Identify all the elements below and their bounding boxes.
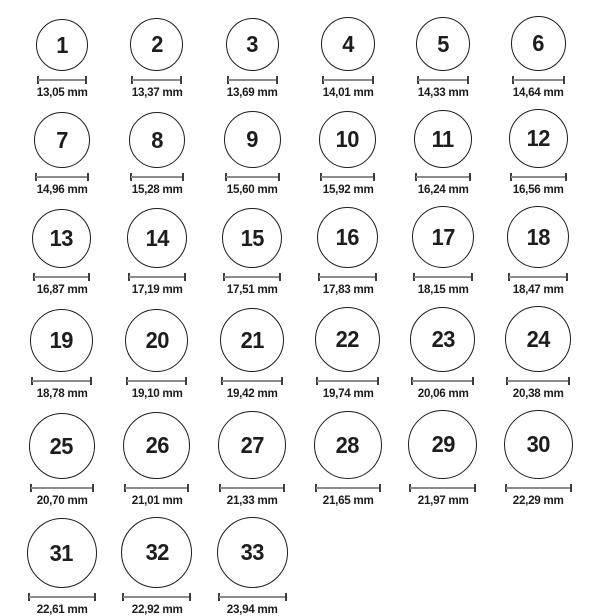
measure-bar (132, 79, 181, 81)
ring-size-number: 19 (49, 327, 74, 353)
measure-bar (319, 276, 376, 278)
measure-bar (38, 79, 86, 81)
size-row (14, 206, 586, 296)
ring-size-cell (109, 309, 204, 400)
measure-bar (321, 176, 374, 178)
measure-bar (506, 487, 571, 489)
ring-size-cell (491, 109, 586, 196)
ring-size-number: 7 (55, 126, 68, 153)
ring-size-number: 14 (145, 224, 169, 251)
ring-size-number: 6 (532, 30, 545, 56)
ring-size-number: 3 (246, 31, 259, 57)
measure-bar (31, 487, 93, 489)
ring-circle (319, 111, 376, 168)
measure-bar (511, 176, 566, 178)
ring-size-cell (491, 410, 586, 507)
ring-circle (416, 17, 470, 71)
ring-size-cell (14, 518, 109, 616)
ring-size-number: 24 (526, 325, 551, 352)
diameter-measure-line (124, 484, 189, 492)
measure-bar (29, 596, 95, 598)
ring-size-number: 21 (240, 326, 265, 353)
ring-circle (32, 209, 91, 268)
ring-size-cell (300, 307, 395, 400)
diameter-measure-line (409, 484, 476, 492)
size-row (14, 517, 586, 616)
diameter-label: 17,51 mm (226, 282, 278, 296)
diameter-measure-line (33, 273, 90, 281)
diameter-measure-line (315, 484, 381, 492)
ring-circle (29, 413, 95, 479)
diameter-measure-line (126, 377, 187, 385)
ring-circle (414, 110, 472, 168)
diameter-label: 17,19 mm (131, 282, 183, 296)
ring-size-cell (395, 110, 490, 196)
ring-size-cell (395, 206, 490, 296)
measure-bar (34, 276, 89, 278)
ring-size-number: 27 (240, 431, 265, 458)
ring-size-cell (14, 413, 109, 507)
diameter-measure-line (316, 377, 379, 385)
ring-size-cell (491, 16, 586, 99)
measure-bar (129, 276, 185, 278)
ring-size-number: 26 (145, 432, 169, 458)
measure-bar (32, 380, 91, 382)
ring-size-number: 16 (335, 224, 360, 250)
diameter-measure-line (510, 173, 567, 181)
ring-circle (123, 412, 190, 479)
ring-size-number: 30 (526, 431, 551, 457)
ring-circle (505, 306, 571, 372)
diameter-measure-line (413, 273, 473, 281)
diameter-measure-line (31, 377, 92, 385)
ring-size-number: 25 (49, 432, 74, 459)
ring-size-number: 29 (431, 431, 455, 457)
ring-circle (129, 112, 185, 168)
ring-size-number: 11 (431, 125, 455, 152)
diameter-measure-line (223, 273, 281, 281)
ring-size-cell (205, 208, 300, 296)
ring-circle (222, 208, 282, 268)
ring-size-cell (395, 410, 490, 507)
diameter-measure-line (122, 593, 191, 601)
diameter-label: 20,38 mm (512, 386, 564, 400)
diameter-label: 19,42 mm (226, 386, 278, 400)
diameter-measure-line (218, 593, 287, 601)
ring-size-cell (109, 412, 204, 507)
ring-size-number: 2 (151, 31, 163, 57)
ring-size-number: 8 (151, 126, 163, 153)
measure-bar (507, 380, 569, 382)
ring-circle (27, 518, 97, 588)
diameter-label: 22,29 mm (512, 493, 564, 507)
ring-size-number: 32 (145, 539, 169, 565)
diameter-measure-line (506, 377, 570, 385)
ring-circle (218, 411, 286, 479)
ring-size-cell (14, 309, 109, 400)
ring-size-number: 18 (526, 223, 551, 250)
ring-size-cell (109, 517, 204, 616)
diameter-label: 20,06 mm (417, 386, 469, 400)
measure-bar (412, 380, 473, 382)
diameter-label: 22,61 mm (36, 602, 88, 616)
ring-circle (314, 411, 382, 479)
ring-circle (226, 18, 279, 71)
measure-bar (410, 487, 475, 489)
ring-circle (121, 517, 192, 588)
measure-bar (323, 79, 373, 81)
diameter-label: 13,37 mm (131, 85, 183, 99)
ring-size-cell (205, 111, 300, 196)
diameter-measure-line (225, 173, 280, 181)
diameter-measure-line (322, 76, 374, 84)
measure-bar (224, 276, 280, 278)
diameter-measure-line (37, 76, 87, 84)
diameter-measure-line (131, 76, 182, 84)
diameter-measure-line (417, 76, 469, 84)
diameter-label: 16,56 mm (512, 182, 564, 196)
ring-size-number: 1 (55, 31, 68, 58)
ring-circle (125, 309, 188, 372)
ring-circle (127, 208, 187, 268)
measure-bar (131, 176, 183, 178)
diameter-measure-line (508, 273, 568, 281)
ring-size-number: 17 (431, 223, 455, 250)
measure-bar (226, 176, 279, 178)
diameter-label: 17,83 mm (322, 282, 374, 296)
ring-circle (315, 307, 380, 372)
diameter-measure-line (128, 273, 186, 281)
diameter-measure-line (221, 377, 283, 385)
ring-size-number: 33 (240, 539, 265, 565)
ring-size-cell (300, 111, 395, 196)
measure-bar (414, 276, 472, 278)
diameter-label: 14,01 mm (322, 85, 374, 99)
diameter-measure-line (130, 173, 184, 181)
ring-circle (36, 19, 88, 71)
ring-circle (130, 18, 183, 71)
ring-circle (410, 307, 475, 372)
measure-bar (509, 276, 567, 278)
measure-bar (316, 487, 380, 489)
ring-circle (317, 207, 378, 268)
ring-size-number: 5 (437, 30, 449, 57)
measure-bar (125, 487, 188, 489)
diameter-measure-line (28, 593, 96, 601)
diameter-measure-line (219, 484, 285, 492)
measure-bar (123, 596, 190, 598)
measure-bar (127, 380, 186, 382)
ring-circle (509, 109, 568, 168)
ring-size-number: 23 (431, 326, 455, 352)
diameter-label: 13,69 mm (226, 85, 278, 99)
diameter-label: 18,47 mm (512, 282, 564, 296)
ring-size-cell (14, 19, 109, 99)
diameter-label: 15,60 mm (226, 182, 278, 196)
measure-bar (219, 596, 286, 598)
ring-size-cell (491, 206, 586, 296)
diameter-label: 21,33 mm (226, 493, 278, 507)
ring-size-number: 4 (341, 30, 354, 57)
ring-circle (408, 410, 477, 479)
ring-size-cell (491, 306, 586, 400)
diameter-label: 22,92 mm (131, 602, 183, 616)
ring-size-number: 10 (335, 126, 360, 152)
ring-circle (321, 17, 375, 71)
ring-size-number: 22 (335, 326, 360, 352)
diameter-label: 21,01 mm (131, 493, 183, 507)
size-row (14, 109, 586, 196)
diameter-measure-line (411, 377, 474, 385)
ring-size-number: 28 (335, 431, 360, 458)
diameter-measure-line (30, 484, 94, 492)
diameter-label: 18,15 mm (417, 282, 469, 296)
diameter-label: 21,65 mm (322, 493, 374, 507)
ring-circle (507, 206, 569, 268)
ring-circle (511, 16, 566, 71)
ring-size-cell (395, 307, 490, 400)
ring-size-number: 31 (49, 539, 74, 566)
diameter-label: 19,74 mm (322, 386, 374, 400)
ring-size-cell (205, 517, 300, 616)
measure-bar (228, 79, 277, 81)
diameter-label: 16,24 mm (417, 182, 469, 196)
ring-size-number: 12 (526, 125, 551, 151)
ring-size-cell (205, 411, 300, 507)
diameter-measure-line (227, 76, 278, 84)
ring-size-cell (14, 112, 109, 196)
diameter-measure-line (320, 173, 375, 181)
ring-size-number: 20 (145, 327, 169, 353)
diameter-label: 16,87 mm (36, 282, 88, 296)
ring-size-cell (109, 112, 204, 196)
ring-size-cell (109, 208, 204, 296)
ring-size-cell (205, 18, 300, 99)
measure-bar (418, 79, 468, 81)
diameter-label: 13,05 mm (36, 85, 88, 99)
measure-bar (317, 380, 378, 382)
ring-size-cell (300, 17, 395, 99)
ring-size-cell (109, 18, 204, 99)
diameter-measure-line (512, 76, 565, 84)
ring-circle (217, 517, 288, 588)
diameter-label: 19,10 mm (131, 386, 183, 400)
ring-circle (412, 206, 474, 268)
measure-bar (36, 176, 88, 178)
ring-circle (224, 111, 281, 168)
ring-size-cell (300, 411, 395, 507)
diameter-measure-line (35, 173, 89, 181)
diameter-label: 14,96 mm (36, 182, 88, 196)
ring-size-cell (205, 308, 300, 400)
ring-size-cell (14, 209, 109, 296)
diameter-label: 14,64 mm (512, 85, 564, 99)
ring-size-number: 13 (49, 225, 74, 251)
size-row (14, 410, 586, 507)
ring-circle (34, 112, 90, 168)
diameter-label: 18,78 mm (36, 386, 88, 400)
measure-bar (222, 380, 282, 382)
measure-bar (220, 487, 284, 489)
size-row (14, 306, 586, 400)
diameter-label: 23,94 mm (226, 602, 278, 616)
ring-circle (220, 308, 284, 372)
ring-circle (30, 309, 93, 372)
ring-size-number: 9 (246, 126, 259, 152)
diameter-label: 14,33 mm (417, 85, 469, 99)
diameter-label: 15,28 mm (131, 182, 183, 196)
measure-bar (513, 79, 564, 81)
measure-bar (416, 176, 470, 178)
ring-size-number: 15 (240, 224, 265, 251)
diameter-label: 21,97 mm (417, 493, 469, 507)
diameter-measure-line (415, 173, 471, 181)
diameter-measure-line (318, 273, 377, 281)
ring-circle (504, 410, 573, 479)
ring-size-cell (300, 207, 395, 296)
diameter-label: 20,70 mm (36, 493, 88, 507)
size-row (14, 16, 586, 99)
diameter-measure-line (505, 484, 572, 492)
ring-size-cell (395, 17, 490, 99)
diameter-label: 15,92 mm (322, 182, 374, 196)
